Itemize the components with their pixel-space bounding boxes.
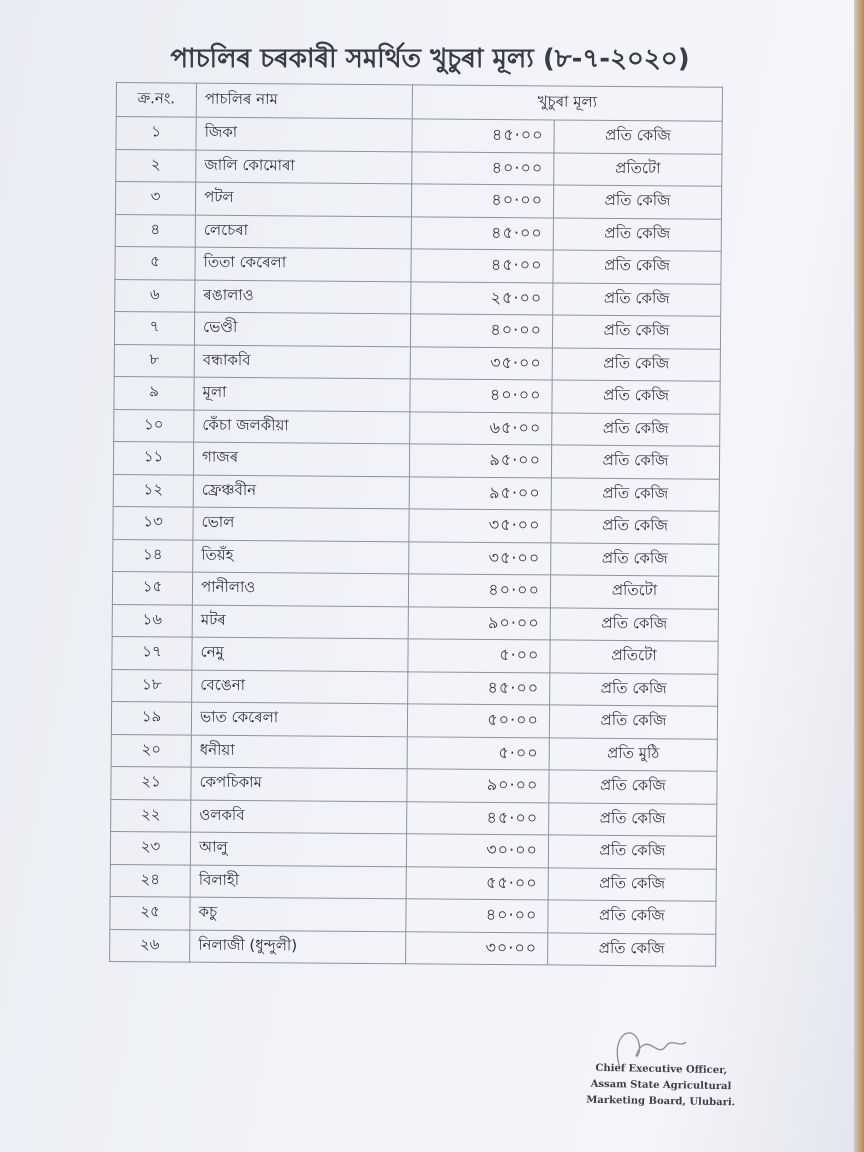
cell-vegetable-name: জিকা [196,117,412,151]
cell-serial: ২০ [111,734,191,767]
cell-serial: ১৪ [113,539,193,572]
signature-line-3: Marketing Board, Ulubari. [586,1094,736,1109]
cell-unit: প্ৰতি কেজি [552,380,720,414]
cell-serial: ৯ [114,376,194,409]
cell-vegetable-name: নেমু [192,637,408,671]
cell-retail-price: ৪৫·০০ [411,216,553,250]
cell-serial: ১৯ [111,701,191,734]
table-row [112,669,718,706]
table-row [110,929,716,966]
cell-serial: ৭ [114,311,194,344]
cell-vegetable-name: মূলা [194,377,410,411]
cell-serial: ৪ [115,214,195,247]
cell-unit: প্ৰতিটো [554,152,722,186]
cell-unit: প্ৰতিটো [550,575,718,609]
signature-line-2: Assam State Agricultural [590,1078,732,1093]
cell-vegetable-name: গাজৰ [193,442,409,476]
cell-retail-price: ৪০·০০ [406,899,548,933]
cell-serial: ১০ [114,409,194,442]
signature-line-1: Chief Executive Officer, [595,1062,728,1077]
cell-unit: প্ৰতি কেজি [550,672,718,706]
table-row [111,734,717,771]
table-row [114,344,720,381]
cell-retail-price: ৬৫·০০ [410,411,552,445]
cell-vegetable-name: আলু [190,832,406,866]
table-row [112,636,718,673]
cell-serial: ২১ [111,766,191,799]
cell-vegetable-name: মটৰ [192,605,408,639]
cell-retail-price: ৪০·০০ [408,574,550,608]
cell-retail-price: ৫·০০ [407,736,549,770]
cell-vegetable-name: তিয়ঁহ [193,540,409,574]
cell-vegetable-name: পানীলাও [192,572,408,606]
table-row [116,117,722,154]
cell-vegetable-name: কচু [190,897,406,931]
cell-retail-price: ৯৫·০০ [409,476,551,510]
table-row [115,246,721,283]
cell-retail-price: ৪৫·০০ [412,119,554,153]
cell-unit: প্ৰতি কেজি [553,217,721,251]
cell-unit: প্ৰতি কেজি [551,477,719,511]
table-header-row [116,83,722,122]
cell-unit: প্ৰতি কেজি [553,185,721,219]
cell-retail-price: ৪০·০০ [410,314,552,348]
cell-unit: প্ৰতি কেজি [548,932,716,966]
table-row [112,604,718,641]
table-row [112,571,718,608]
cell-vegetable-name: ৰঙালাও [195,280,411,314]
cell-vegetable-name: নিলাজী (ধুন্দুলী) [190,930,406,964]
cell-retail-price: ৪০·০০ [411,184,553,218]
cell-vegetable-name: পটল [195,182,411,216]
cell-serial: ১৭ [112,636,192,669]
cell-vegetable-name: ওলকবি [191,800,407,834]
signature-block [566,1060,757,1111]
cell-unit: প্ৰতি কেজি [549,802,717,836]
cell-serial: ১৫ [112,571,192,604]
table-row [115,214,721,251]
cell-vegetable-name: কেঁচা জলকীয়া [194,410,410,444]
cell-unit: প্ৰতি কেজি [551,510,719,544]
cell-unit: প্ৰতি কেজি [551,445,719,479]
cell-unit: প্ৰতি কেজি [548,835,716,869]
cell-retail-price: ৩৫·০০ [409,509,551,543]
cell-unit: প্ৰতি কেজি [552,315,720,349]
cell-retail-price: ২৫·০০ [411,281,553,315]
cell-retail-price: ৪৫·০০ [407,801,549,835]
cell-unit: প্ৰতিটো [550,640,718,674]
cell-serial: ২৪ [110,864,190,897]
cell-vegetable-name: বিলাহী [190,865,406,899]
cell-vegetable-name: ধনীয়া [191,735,407,769]
cell-retail-price: ৯৫·০০ [409,444,551,478]
table-row [115,182,721,219]
cell-serial: ১১ [113,441,193,474]
cell-unit: প্ৰতি মুঠি [549,737,717,771]
cell-vegetable-name: ভোল [193,507,409,541]
cell-serial: ২২ [111,799,191,832]
cell-vegetable-name: কেপচিকাম [191,767,407,801]
cell-unit: প্ৰতি কেজি [549,705,717,739]
cell-unit: প্ৰতি কেজি [553,282,721,316]
table-row [113,506,719,543]
cell-retail-price: ৩৫·০০ [410,346,552,380]
cell-unit: প্ৰতি কেজি [552,412,720,446]
cell-vegetable-name: ভাত কেৰেলা [191,702,407,736]
cell-serial: ১ [116,117,196,150]
header-name: পাচলিৰ নাম [196,83,412,119]
table-row [114,376,720,413]
table-row [110,864,716,901]
cell-retail-price: ৫·০০ [408,639,550,673]
header-price: খুচুৰা মূল্য [412,85,722,121]
cell-unit: প্ৰতি কেজি [552,347,720,381]
cell-serial: ২৬ [110,929,190,962]
table-row [111,766,717,803]
cell-retail-price: ৫০·০০ [407,704,549,738]
table-row [114,409,720,446]
cell-unit: প্ৰতি কেজি [549,770,717,804]
cell-retail-price: ৯০·০০ [407,769,549,803]
cell-retail-price: ৩০·০০ [406,931,548,965]
page-title: পাচলিৰ চৰকাৰী সমৰ্থিত খুচুৰা মূল্য (৮-৭-২০২০) [170,44,690,74]
cell-retail-price: ৪০·০০ [412,151,554,185]
cell-retail-price: ৪৫·০০ [411,249,553,283]
cell-serial: ১২ [113,474,193,507]
cell-unit: প্ৰতি কেজি [551,542,719,576]
cell-unit: প্ৰতি কেজি [548,900,716,934]
cell-serial: ৩ [115,182,195,215]
background-edge [854,0,864,1152]
cell-unit: প্ৰতি কেজি [550,607,718,641]
cell-vegetable-name: বেঙেনা [192,670,408,704]
table-row [111,799,717,836]
cell-unit: প্ৰতি কেজি [548,867,716,901]
table-row [113,474,719,511]
cell-vegetable-name: লেচেৰা [195,215,411,249]
cell-serial: ২ [116,149,196,182]
cell-serial: ৮ [114,344,194,377]
cell-vegetable-name: ভেণ্ডী [194,312,410,346]
table-row [116,149,722,186]
cell-serial: ১৮ [112,669,192,702]
cell-serial: ২৩ [110,831,190,864]
cell-vegetable-name: ফ্ৰেঞ্চবীন [193,475,409,509]
table-row [114,311,720,348]
cell-unit: প্ৰতি কেজি [554,120,722,154]
cell-serial: ৬ [115,279,195,312]
cell-retail-price: ৩০·০০ [406,834,548,868]
cell-retail-price: ৩৫·০০ [409,541,551,575]
cell-serial: ২৫ [110,896,190,929]
cell-vegetable-name: বন্ধাকবি [194,345,410,379]
header-serial: ক্র.নং. [116,83,196,118]
cell-retail-price: ৯০·০০ [408,606,550,640]
cell-retail-price: ৪০·০০ [410,379,552,413]
table-body [110,117,723,967]
cell-vegetable-name: জালি কোমোৰা [196,150,412,184]
cell-serial: ১৬ [112,604,192,637]
cell-retail-price: ৪৫·০০ [408,671,550,705]
table-row [110,896,716,933]
price-table [109,82,723,967]
cell-retail-price: ৫৫·০০ [406,866,548,900]
table-row [113,441,719,478]
table-row [113,539,719,576]
cell-unit: প্ৰতি কেজি [553,250,721,284]
table-row [115,279,721,316]
cell-vegetable-name: তিতা কেৰেলা [195,247,411,281]
table-row [111,701,717,738]
table-row [110,831,716,868]
cell-serial: ৫ [115,246,195,279]
cell-serial: ১৩ [113,506,193,539]
